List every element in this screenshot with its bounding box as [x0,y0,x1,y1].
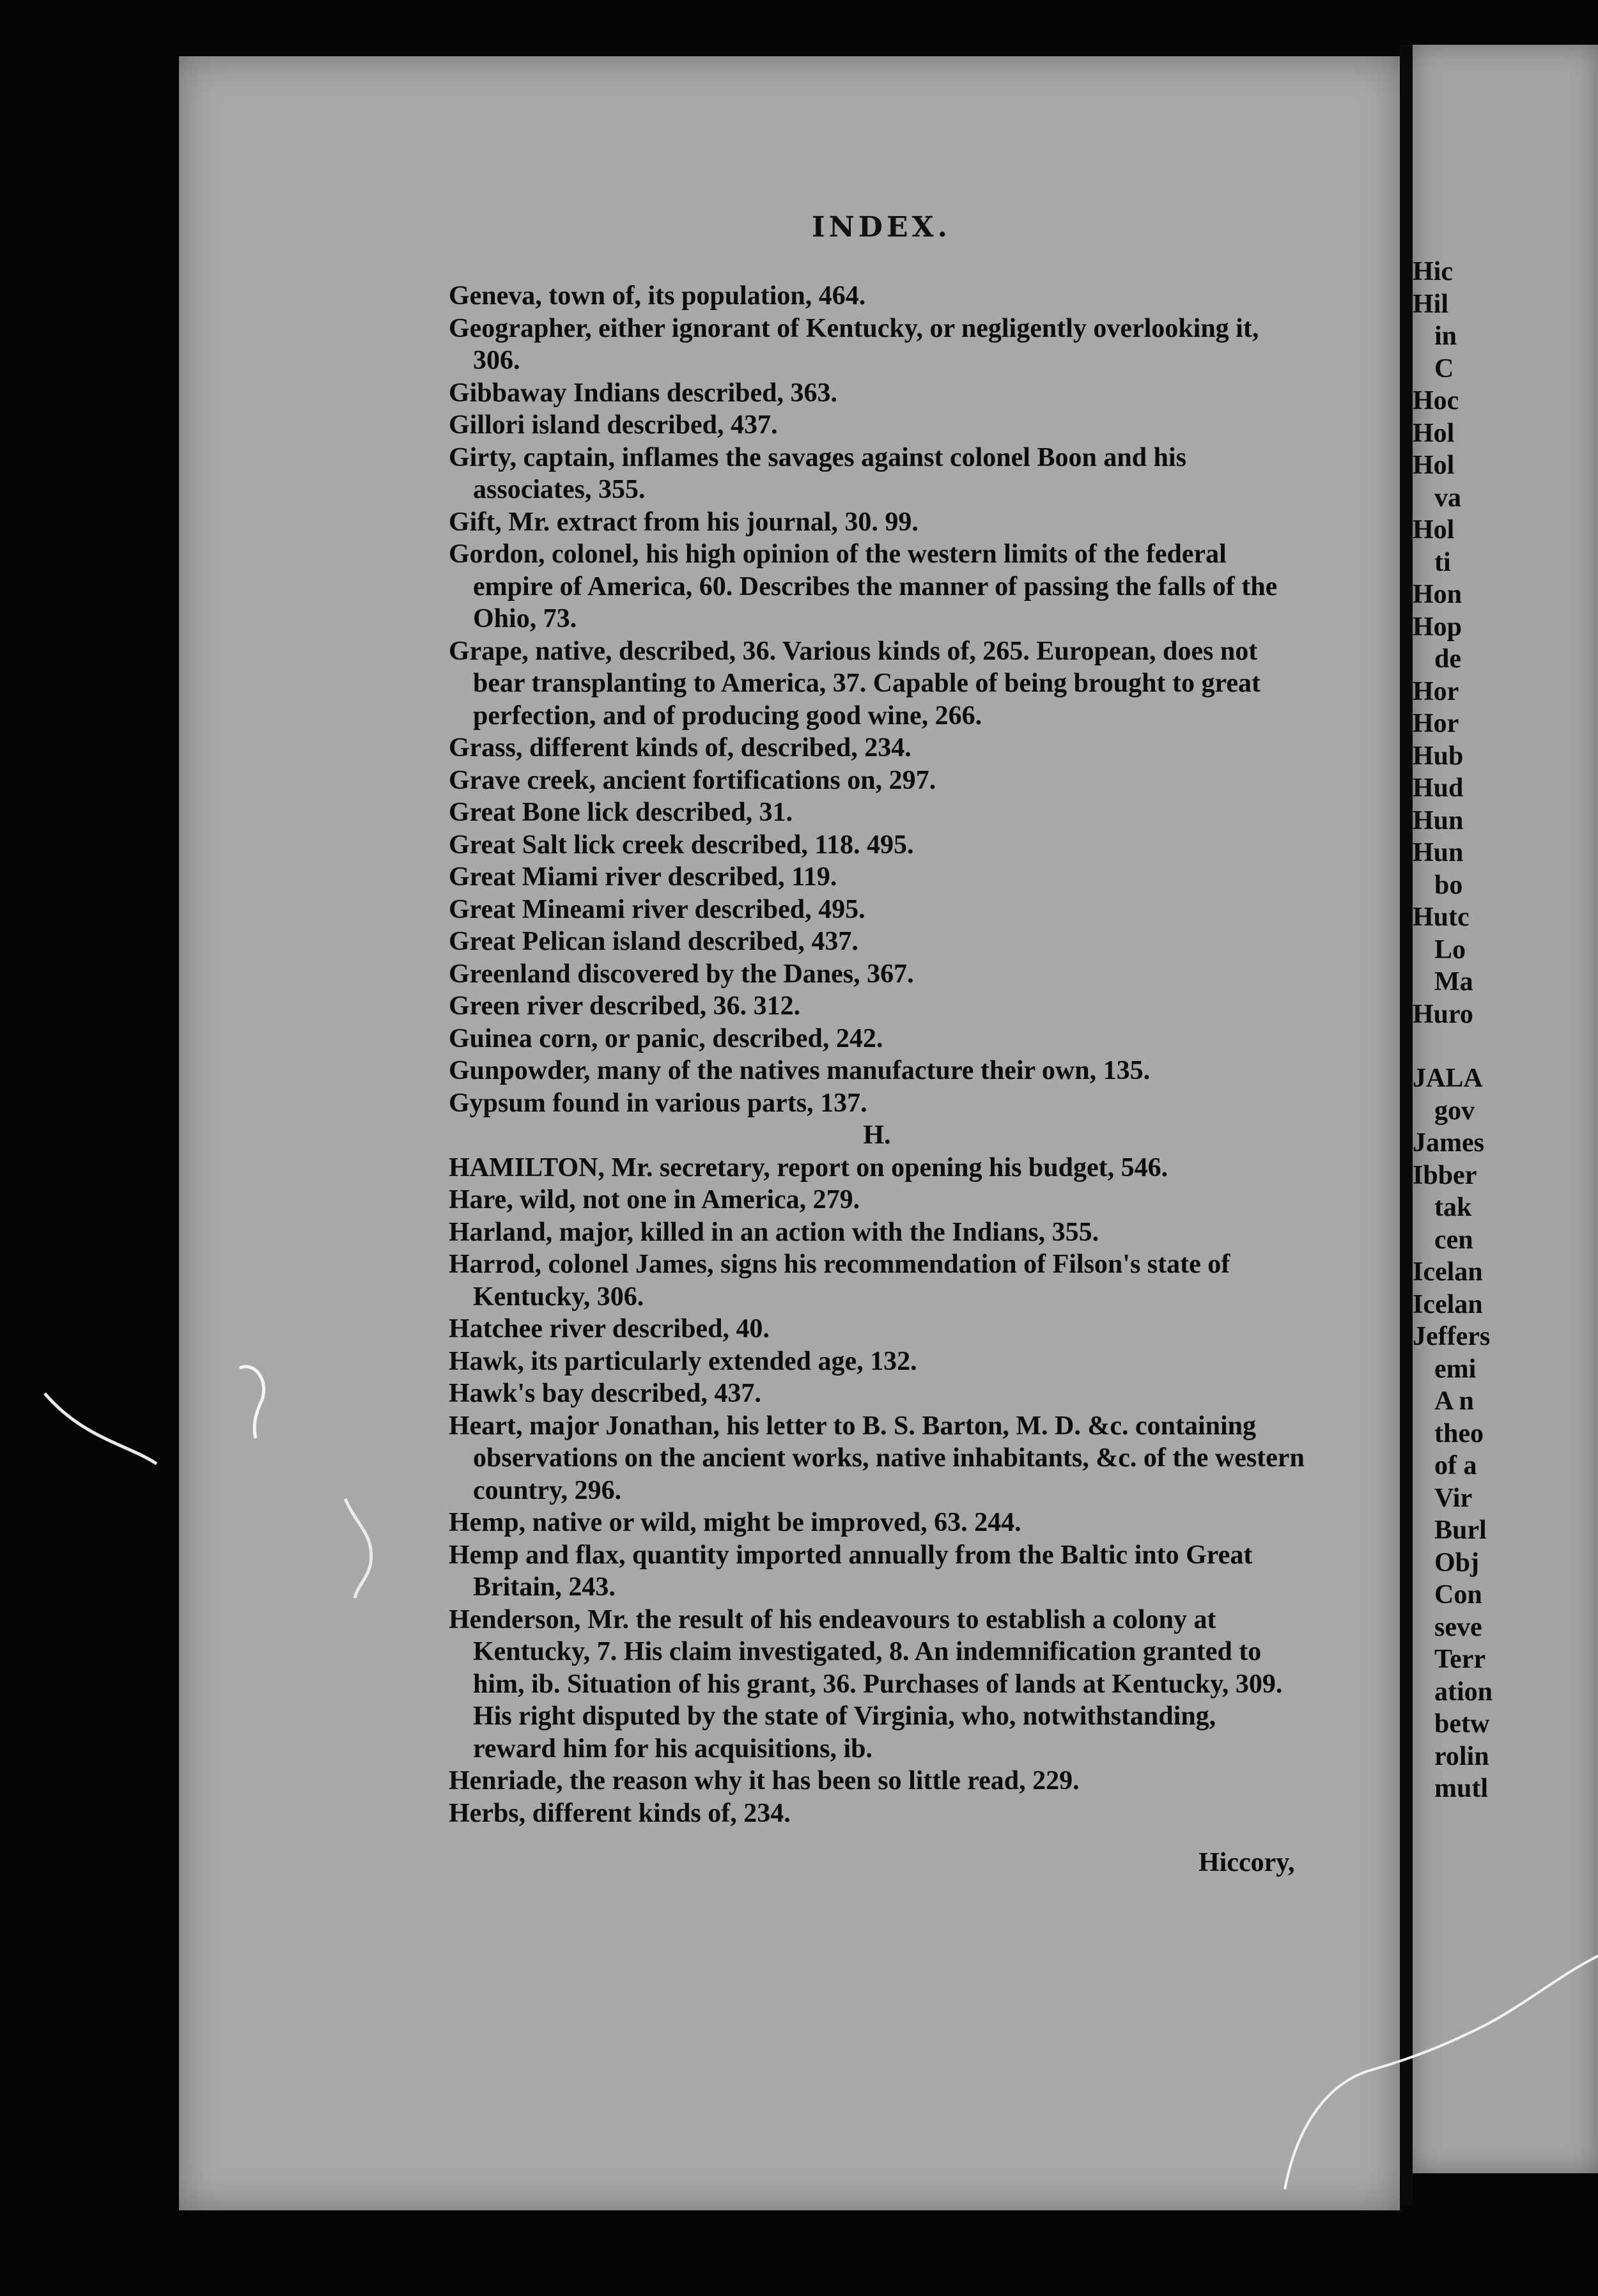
right-page-fragment: cen [1434,1225,1473,1255]
right-page-fragment: Hutc [1413,903,1470,932]
right-page-fragment: Hub [1413,741,1464,771]
right-page-fragment: Hic [1413,257,1453,286]
right-page-fragment: theo [1434,1418,1484,1448]
right-page-fragment: bo [1434,870,1463,900]
index-entry: Grave creek, ancient fortifications on, 297. [449,765,936,795]
right-page-fragment: Hud [1413,773,1464,803]
right-page-fragment: ation [1434,1677,1493,1707]
index-entry: Gillori island described, 437. [449,410,778,440]
right-page-fragment: Hor [1413,676,1459,706]
catchword: Hiccory, [1198,1848,1295,1877]
right-page-fragment: Hop [1413,612,1462,642]
right-page-fragment: James [1413,1128,1484,1158]
index-entry: Gordon, colonel, his high opinion of the western limits of the federal empire of America, 60. Describes the manner of passing the falls of the Ohio, 73. [449,539,1278,633]
index-entry: Grape, native, described, 36. Various kinds of, 265. European, does not bear transplanting to America, 37. Capable of being brought to great perfection, and of producing good wine, 266. [449,636,1261,731]
right-page-fragment: in [1434,322,1457,351]
right-page-fragment: tak [1434,1193,1472,1222]
right-page-fragment: Lo [1434,935,1466,965]
stray-mark [345,1499,371,1598]
index-entry: Girty, captain, inflames the savages against colonel Boon and his associates, 355. [449,442,1186,504]
index-entry: Hare, wild, not one in America, 279. [449,1185,860,1214]
index-entry: Grass, different kinds of, described, 234. [449,733,911,763]
right-page-fragment: rolin [1434,1741,1489,1771]
page-header: INDEX. [812,211,951,244]
right-page-fragment: Ma [1434,967,1473,997]
right-page-fragment: gov [1434,1096,1475,1126]
stray-mark [45,1393,157,1464]
right-page-fragment: A n [1434,1386,1474,1416]
right-page-fragment: Hil [1413,289,1449,319]
right-page-fragment: mutl [1434,1774,1488,1803]
stray-mark [1285,1956,1598,2189]
right-page-fragment: de [1434,644,1461,674]
right-page-fragment: Hol [1413,418,1455,448]
right-page-fragment: of a [1434,1451,1477,1480]
right-page-fragment: Terr [1434,1645,1486,1674]
stray-mark [240,1367,264,1438]
right-page-fragment: Hol [1413,451,1455,480]
right-page-fragment: Obj [1434,1547,1480,1578]
right-page-fragment: Hoc [1413,386,1459,415]
index-entry: Gunpowder, many of the natives manufacture their own, 135. [449,1056,1151,1085]
index-entry: Henderson, Mr. the result of his endeavours to establish a colony at Kentucky, 7. His claim investigated, 8. An indemnification granted to him, ib. Situation of his grant, 36. Purchases of lands at Kentucky, 309. His right disputed by the state of Virginia, who, notwithstanding, reward him for his acquisitions, ib. [449,1604,1283,1764]
right-page-fragment: va [1434,483,1461,513]
right-page-fragment: Con [1434,1580,1482,1610]
right-page-fragment: Jeffers [1413,1322,1491,1351]
index-entry: Geographer, either ignorant of Kentucky, or negligently overlooking it, 306. [449,313,1259,375]
index-entry: Harland, major, killed in an action with the Indians, 355. [449,1217,1099,1247]
right-page-fragment: Ibber [1413,1160,1477,1190]
right-page-fragment: C [1434,353,1454,384]
index-entry: Henriade, the reason why it has been so little read, 229. [449,1766,1080,1796]
index-entry: Greenland discovered by the Danes, 367. [449,959,914,989]
right-page-fragment: seve [1434,1612,1482,1642]
index-entry: Great Mineami river described, 495. [449,894,865,924]
right-page-fragment: Hon [1413,580,1462,609]
index-entry: Heart, major Jonathan, his letter to B. S. Barton, M. D. &c. containing observations on the ancient works, native inhabitants, &c. of the western country, 296. [449,1411,1305,1505]
index-entry: Great Salt lick creek described, 118. 495. [449,830,914,860]
right-page-fragment: Icelan [1413,1289,1483,1319]
index-entry: HAMILTON, Mr. secretary, report on opening his budget, 546. [449,1152,1168,1183]
index-entry: Hemp and flax, quantity imported annually from the Baltic into Great Britain, 243. [449,1540,1253,1602]
index-entry: Herbs, different kinds of, 234. [449,1798,791,1828]
index-entry: Hatchee river described, 40. [449,1314,770,1344]
index-entry: Great Miami river described, 119. [449,862,837,892]
right-page-fragment: Hun [1413,805,1464,835]
right-page-fragment: JALA [1413,1064,1483,1093]
right-page-fragment: Hun [1413,838,1464,867]
right-page-fragment: Hol [1413,515,1455,545]
index-entry: Hemp, native or wild, might be improved, 63. 244. [449,1508,1021,1537]
index-entry: Gift, Mr. extract from his journal, 30. 99. [449,507,919,537]
index-entry: Harrod, colonel James, signs his recommendation of Filson's state of Kentucky, 306. [449,1250,1230,1312]
index-entry: Great Pelican island described, 437. [449,927,858,956]
right-page-fragment: betw [1434,1709,1490,1739]
right-page-fragment: Icelan [1413,1257,1483,1287]
index-entry: Hawk's bay described, 437. [449,1379,761,1408]
index-entry: Green river described, 36. 312. [449,991,801,1021]
index-entry: Gypsum found in various parts, 137. [449,1088,867,1118]
right-page-fragment: Huro [1413,999,1473,1029]
right-page-fragment: Burl [1434,1516,1487,1545]
right-page-fragment: Hor [1413,709,1459,738]
index-entry: Great Bone lick described, 31. [449,798,793,827]
right-page-fragment: Vir [1434,1483,1473,1513]
section-heading-h: H. [863,1121,891,1150]
index-entry: Hawk, its particularly extended age, 132. [449,1346,917,1376]
index-entry: Geneva, town of, its population, 464. [449,281,866,311]
right-page-fragment: emi [1434,1354,1477,1384]
index-entry: Guinea corn, or panic, described, 242. [449,1023,883,1053]
index-entry: Gibbaway Indians described, 363. [449,378,837,408]
right-page-fragment: ti [1434,547,1451,577]
